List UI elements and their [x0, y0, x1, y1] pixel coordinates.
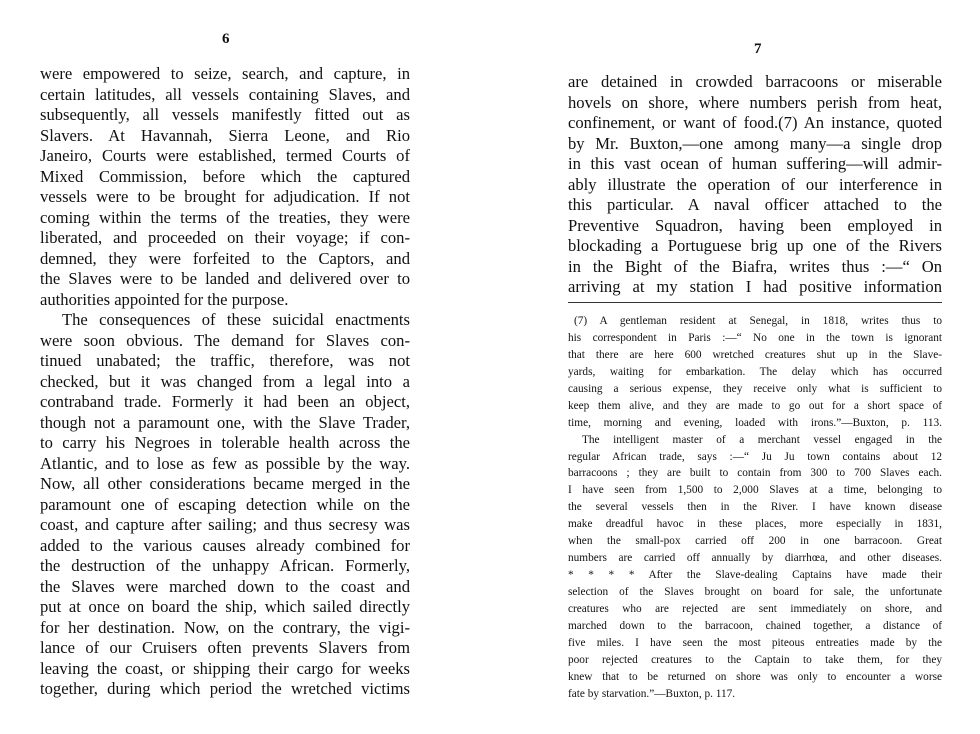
text-line: paramount one of escaping detection while on the	[40, 494, 410, 514]
text-line: tinued unabated; the traffic, therefore, was not	[40, 351, 410, 370]
text-line: the Slaves were to be landed and delivered over to	[40, 269, 410, 288]
footnote	[568, 313, 942, 703]
text-line: were soon obvious. The demand for Slaves con-	[40, 330, 410, 350]
footnote-line: time, morning and evening, loaded with irons.”—Buxton, p. 113.	[568, 416, 942, 429]
text-line: leaving the coast, or shipping their cargo for weeks	[40, 658, 410, 678]
footnote-line: creatures who are rejected are sent immediately on shore, and	[568, 602, 942, 615]
text-line: added to the various causes already combined for	[40, 535, 410, 555]
text-line: checked, but it was changed from a legal into a	[40, 371, 410, 391]
text-line: the Slaves were marched down to the coast and	[40, 576, 410, 596]
text-line: coast, and capture after sailing; and thus secresy was	[40, 515, 410, 534]
text-line: vessels were to be brought for adjudication. If not	[40, 187, 410, 206]
text-line: to carry his Negroes in tolerable health across the	[40, 433, 410, 452]
text-line: the destruction of the unhappy African. Formerly,	[40, 556, 410, 575]
text-line: authorities appointed for the purpose.	[40, 289, 289, 309]
text-line: by Mr. Buxton,—one among many—a single drop	[568, 133, 942, 153]
left-page	[0, 0, 470, 734]
footnote-line: the several vessels then in the River. I have known disease	[568, 501, 942, 514]
page-number: 7	[754, 41, 762, 57]
footnote-line: keep them alive, and they are made to go out for a short space of	[568, 399, 942, 412]
footnote-line: selection of the Slaves brought on board for sale, the unfortunate	[568, 586, 942, 598]
text-line: arriving at my station I had positive information	[568, 277, 942, 296]
footnote-line: regular African trade, says :—“ Ju Ju town contains about 12	[568, 450, 942, 463]
left-page-text	[40, 64, 410, 700]
footnote-line: fate by starvation.”—Buxton, p. 117.	[568, 687, 736, 700]
text-line: put at once on board the ship, which sailed directly	[40, 597, 410, 616]
text-line: subsequently, all vessels manifestly fitted out as	[40, 105, 410, 124]
text-line: this particular. A naval officer attached to the	[568, 195, 942, 214]
footnote-line: barracoons ; they are built to contain from 300 to 700 Slaves each.	[568, 467, 942, 480]
text-line: were empowered to seize, search, and capture, in	[40, 64, 410, 83]
text-line: confinement, or want of food.(7) An instance, quoted	[568, 113, 942, 132]
text-line: blockading a Portuguese brig up one of the Rivers	[568, 236, 942, 255]
text-line: Mixed Commission, before which the captured	[40, 166, 410, 186]
text-line: ably illustrate the operation of our interference in	[568, 174, 942, 194]
footnote-line: marched down to the barracoon, chained together, a distance of	[568, 619, 942, 632]
text-line: in the Bight of the Biafra, writes thus :—“ On	[568, 256, 942, 276]
text-line: Atlantic, and to lose as few as possible by the way.	[40, 453, 410, 473]
text-line: lance of our Cruisers often prevents Slavers from	[40, 638, 410, 657]
text-line: Slavers. At Havannah, Sierra Leone, and Rio	[40, 125, 410, 145]
footnote-line: causing a serious expense, they receive only what is sufficient to	[568, 382, 942, 395]
right-page	[490, 0, 980, 734]
text-line: contraband trade. Formerly it had been an object,	[40, 392, 410, 411]
text-line: for her destination. Now, on the contrary, the vigi-	[40, 617, 410, 637]
text-line: The consequences of these suicidal enactments	[62, 310, 410, 329]
footnote-line: poor rejected creatures to the Captain to take them, for they	[568, 653, 942, 666]
footnote-line: knew that to be returned on shore was only to encounter a worse	[568, 670, 942, 683]
footnote-line: numbers are carried off annually by diarrhœa, and other diseases.	[568, 552, 942, 565]
text-line: certain latitudes, all vessels containing Slaves, and	[40, 84, 410, 104]
text-line: Now, all other considerations became merged in the	[40, 474, 410, 493]
footnote-line: five miles. I have seen the most piteous entreaties made by the	[568, 636, 942, 649]
footnote-line: yards, waiting for embarkation. The delay which has occurred	[568, 365, 942, 378]
footnote-line: make dreadful havoc in these places, more especially in 1831,	[568, 518, 942, 531]
text-line: demned, they were forfeited to the Captors, and	[40, 248, 410, 268]
right-page-text	[568, 72, 942, 298]
footnote-line: when the small-pox carried off 200 in one barracoon. Great	[568, 535, 942, 548]
text-line: Janeiro, Courts were established, termed Courts of	[40, 146, 410, 165]
footnote-divider	[568, 302, 942, 303]
footnote-line: * * * * After the Slave-dealing Captains have made their	[568, 569, 942, 582]
text-line: coming within the terms of the treaties, they were	[40, 207, 410, 227]
footnote-line: The intelligent master of a merchant vessel engaged in the	[582, 433, 942, 446]
text-line: though not a paramount one, with the Slave Trader,	[40, 412, 410, 432]
text-line: liberated, and proceeded on their voyage; if con-	[40, 228, 410, 247]
footnote-line: I have seen from 1,500 to 2,000 Slaves at a time, belonging to	[568, 484, 942, 497]
footnote-line: his correspondent in Paris :—“ No one in the town is ignorant	[568, 331, 942, 344]
footnote-line: (7) A gentleman resident at Senegal, in 1818, writes thus to	[574, 315, 942, 327]
text-line: are detained in crowded barracoons or miserable	[568, 72, 942, 91]
text-line: hovels on shore, where numbers perish from heat,	[568, 92, 942, 112]
page-number: 6	[222, 31, 230, 47]
text-line: together, during which period the wretched victims	[40, 679, 410, 698]
footnote-line: that there are here 600 wretched creatures shut up in the Slave-	[568, 348, 942, 361]
text-line: in this vast ocean of human suffering—will admir-	[568, 154, 942, 173]
text-line: Preventive Squadron, having been employed in	[568, 215, 942, 235]
